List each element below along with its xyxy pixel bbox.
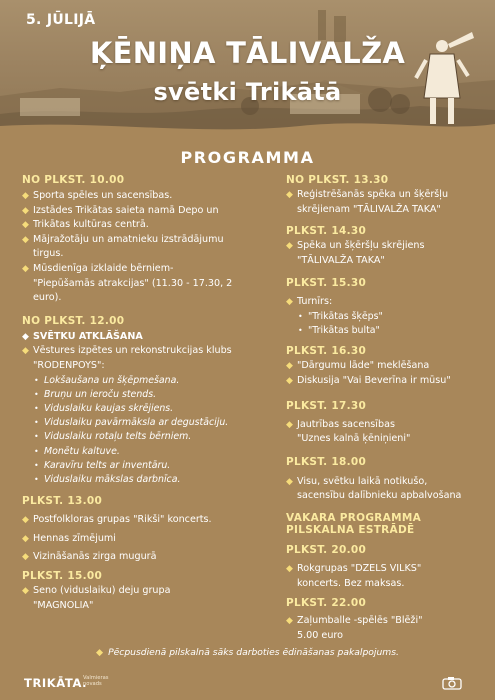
list-item: ◆ Reģistrēšanās spēka un šķēršļu (286, 188, 486, 203)
section-title: PLKST. 22.00 (286, 597, 367, 610)
trikata-logo: TRIKĀTA. (24, 676, 88, 690)
bullet-icon: ◆ (286, 563, 293, 574)
list-item: ◆ Mājražotāju un amatnieku izstrādājumu (22, 233, 274, 248)
bullet-icon: ◆ (22, 191, 29, 201)
bullet-icon: ◆ (286, 241, 293, 252)
bullet-icon: • (34, 418, 39, 428)
bullet-icon: ◆ (22, 515, 29, 526)
list-item: ◆ "Dārgumu lāde" meklēšana (286, 359, 486, 374)
list-item-continued: sacensību dalībnieku apbalvošana (297, 490, 462, 502)
bullet-icon: • (34, 460, 39, 470)
bullet-icon: ◆ (22, 346, 29, 357)
bullet-icon: • (34, 432, 39, 442)
list-item: ◆ Postfolkloras grupas "Rikši" koncerts. (22, 513, 274, 528)
list-item: ◆ Izstādes Trikātas saieta namā Depo un (22, 204, 274, 219)
list-item: ◆ Vēstures izpētes un rekonstrukcijas klubs (22, 344, 274, 359)
section-title: PLKST. 15.30 (286, 277, 367, 290)
list-item-continued: "Piepūšamās atrakcijas" (11.30 - 17.30, 2 (33, 277, 233, 289)
bullet-icon: • (298, 311, 303, 321)
list-item: ◆ Jautrības sacensības (286, 418, 486, 433)
list-item-continued: euro). (33, 292, 62, 304)
list-item-continued: "MAGNOLIA" (33, 599, 94, 611)
list-item-continued: "RODENPOYS": (33, 359, 105, 371)
list-item: ◆ Sporta spēles un sacensības. (22, 189, 274, 204)
sub-list-item: • Lokšaušana un šķēpmešana. (22, 374, 274, 388)
horn-blower-figure-icon (412, 30, 478, 130)
bullet-icon: ◆ (22, 205, 29, 216)
list-item-continued: 5.00 euro (297, 629, 343, 641)
section-title: PLKST. 16.30 (286, 345, 367, 358)
bullet-icon: ◆ (22, 585, 29, 596)
bullet-icon: ◆ (96, 647, 104, 658)
bullet-icon: ◆ (286, 297, 293, 308)
section-title: PLKST. 18.00 (286, 455, 367, 468)
program-title: PROGRAMMA (180, 148, 315, 167)
bullet-icon: ◆ (286, 616, 293, 627)
sub-list-item: • "Trikātas šķēps" (286, 310, 486, 324)
section-title: NO PLKST. 13.30 (286, 174, 389, 186)
section-title: PLKST. 17.30 (286, 399, 367, 412)
list-item: ◆ Turnīrs: (286, 295, 486, 310)
poster-header (0, 0, 495, 140)
sub-list-item: • Viduslaiku mākslas darbnīca. (22, 473, 274, 487)
bullet-icon: ◆ (22, 533, 29, 544)
program-left-column (22, 174, 274, 613)
bullet-icon: ◆ (286, 419, 293, 430)
list-item: ◆ Trikātas kultūras centrā. (22, 218, 274, 233)
bullet-icon: • (34, 474, 39, 484)
list-item-continued: skrējienam "TĀLIVALŽA TAKA" (297, 203, 441, 215)
list-item: ◆ Mūsdienīga izklaide bērniem- (22, 262, 274, 277)
list-item: ◆ Vizināšanās zirga mugurā (22, 550, 274, 565)
list-item: ◆ Rokgrupas "DZELS VILKS" (286, 562, 486, 577)
evening-program-title: VAKARA PROGRAMMA (286, 511, 422, 524)
bullet-icon: ◆ (22, 552, 29, 563)
section-title: PLKST. 14.30 (286, 225, 367, 238)
bullet-icon: ◆ (22, 331, 29, 342)
catering-note: ◆ Pēcpusdienā pilskalnā sāks darboties ēdināšanas pakalpojums. (96, 647, 399, 658)
list-item: ◆ Hennas zīmējumi (22, 532, 274, 547)
sub-list-item: • Viduslaiku pavārmāksla ar degustāciju. (22, 416, 274, 430)
bullet-icon: • (34, 446, 39, 456)
sub-list-item: • "Trikātas bulta" (286, 324, 486, 338)
bullet-icon: ◆ (286, 476, 293, 487)
bullet-icon: ◆ (286, 375, 293, 386)
bullet-icon: • (298, 326, 303, 336)
list-item: ◆ Zaļumballe -spēlēs "Blēži" (286, 614, 486, 629)
list-item: ◆ Visu, svētku laikā notikušo, (286, 475, 486, 490)
bullet-icon: ◆ (286, 190, 293, 200)
sub-list-item: • Karavīru telts ar inventāru. (22, 459, 274, 473)
sub-list-item: • Monētu kaltuve. (22, 445, 274, 459)
event-date: 5. JŪLIJĀ (26, 12, 96, 28)
opening-title: ◆ SVĒTKU ATKLĀŠANA (22, 330, 274, 345)
bullet-icon: • (34, 389, 39, 399)
sub-list-item: • Bruņu un ieroču stends. (22, 388, 274, 402)
camera-icon (442, 676, 462, 690)
list-item: ◆ Diskusija "Vai Beverīna ir mūsu" (286, 374, 486, 389)
section-title: PLKST. 20.00 (286, 543, 367, 556)
section-title: NO PLKST. 10.00 (22, 174, 125, 186)
bullet-icon: • (34, 403, 39, 413)
list-item-continued: "Uznes kalnā ķēniņieni" (297, 433, 411, 445)
list-item: ◆ Spēka un šķēršļu skrējiens (286, 239, 486, 254)
section-title: PLKST. 13.00 (22, 495, 103, 508)
bullet-icon: ◆ (286, 361, 293, 372)
bullet-icon: ◆ (22, 234, 29, 245)
event-title-line1: ĶĒNIŅA TĀLIVALŽA (89, 36, 406, 70)
list-item: ◆ Seno (viduslaiku) deju grupa (22, 584, 274, 599)
bullet-icon: ◆ (22, 263, 29, 274)
list-item-continued: tirgus. (33, 248, 64, 260)
section-title: NO PLKST. 12.00 (22, 314, 125, 327)
bullet-icon: • (34, 375, 39, 385)
section-title: PLKST. 15.00 (22, 569, 103, 582)
evening-program-subtitle: PILSKALNA ESTRĀDĒ (286, 523, 415, 536)
bullet-icon: ◆ (22, 220, 29, 231)
list-item-continued: koncerts. Bez maksas. (297, 577, 405, 589)
valmieras-novads-label: Valmieras novads (83, 675, 109, 687)
program-right-column (286, 174, 486, 643)
event-title-line2: svētki Trikātā (153, 78, 342, 106)
list-item-continued: "TĀLIVALŽA TAKA" (297, 254, 385, 266)
sub-list-item: • Viduslaiku rotaļu telts bērniem. (22, 430, 274, 444)
sub-list-item: • Viduslaiku kaujas skrējiens. (22, 402, 274, 416)
